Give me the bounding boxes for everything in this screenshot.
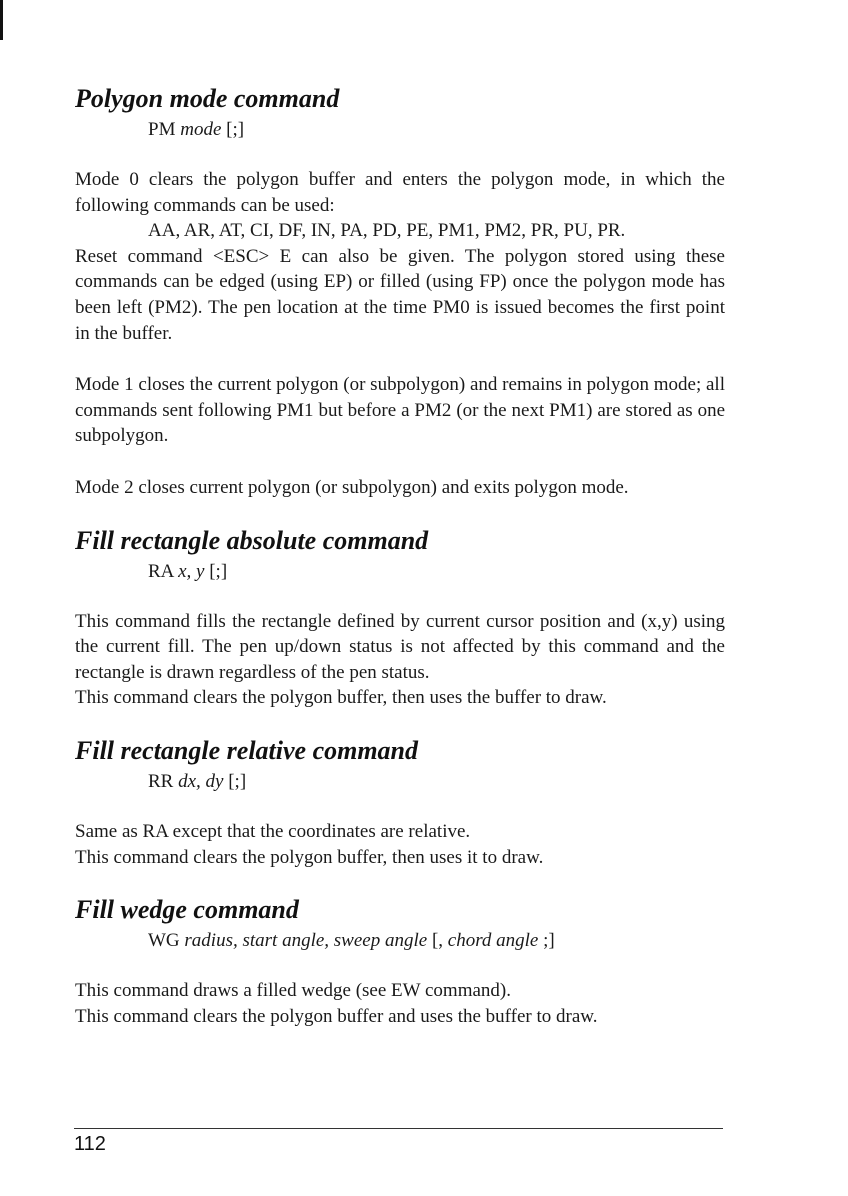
syntax-terminator: ;] [543, 930, 555, 952]
paragraph: Same as RA except that the coordinates are relative. [75, 820, 471, 842]
paragraph: Mode 0 clears the polygon buffer and enters the polygon mode, in which the following commands can be used: [75, 169, 725, 216]
command-syntax-pm [148, 117, 725, 143]
syntax-command: RA [148, 560, 174, 582]
syntax-command: PM [148, 119, 176, 140]
paragraph: Reset command <ESC> E can also be given. The polygon stored using these commands can be edged (using EP) or filled (using FP) once the polygon mode has been left (PM2). The pen location at the time PM0 is issued becomes the first point in the buffer. [75, 245, 725, 344]
command-syntax-rr [148, 769, 725, 795]
paragraph: Mode 1 closes the current polygon (or subpolygon) and remains in polygon mode; all commands sent following PM1 but before a PM2 (or the next PM1) are stored as one subpolygon. [75, 374, 725, 447]
command-syntax-ra [148, 559, 725, 585]
footer-rule [74, 1128, 723, 1129]
syntax-params: x, y [178, 560, 205, 582]
page-edge-mark [0, 0, 3, 40]
syntax-command: WG [148, 930, 180, 952]
paragraph: This command draws a filled wedge (see EW command). [75, 980, 511, 1002]
syntax-terminator: [;] [228, 770, 247, 792]
section-heading-fill-wedge: Fill wedge command [75, 895, 299, 925]
syntax-terminator: [;] [226, 119, 245, 140]
paragraph: This command clears the polygon buffer and uses the buffer to draw. [75, 1005, 598, 1027]
paragraph: This command clears the polygon buffer, then uses it to draw. [75, 846, 544, 868]
syntax-terminator: [;] [209, 560, 228, 582]
section-heading-fill-rectangle-relative: Fill rectangle relative command [75, 735, 419, 765]
command-list: AA, AR, AT, CI, DF, IN, PA, PD, PE, PM1, PM2, PR, PU, PR. [148, 220, 626, 242]
syntax-command: RR [148, 770, 174, 792]
document-body [75, 83, 725, 1029]
paragraph: Mode 2 closes current polygon (or subpolygon) and exits polygon mode. [75, 476, 629, 498]
paragraph: This command clears the polygon buffer, then uses the buffer to draw. [75, 687, 607, 709]
syntax-params: mode [180, 119, 222, 140]
page-number: 112 [74, 1133, 106, 1155]
command-syntax-wg [148, 928, 725, 954]
syntax-optional-param: chord angle [447, 930, 539, 952]
paragraph: This command fills the rectangle defined by current cursor position and (x,y) using the current fill. The pen up/down status is not affected by this command and the rectangle is drawn regardless of the pen status. [75, 610, 725, 683]
section-heading-fill-rectangle-absolute: Fill rectangle absolute command [75, 525, 429, 555]
syntax-params: dx, dy [178, 770, 224, 792]
syntax-optional-open: [, [431, 930, 444, 952]
section-heading-polygon-mode: Polygon mode command [75, 84, 340, 113]
syntax-params: radius, start angle, sweep angle [184, 930, 428, 952]
